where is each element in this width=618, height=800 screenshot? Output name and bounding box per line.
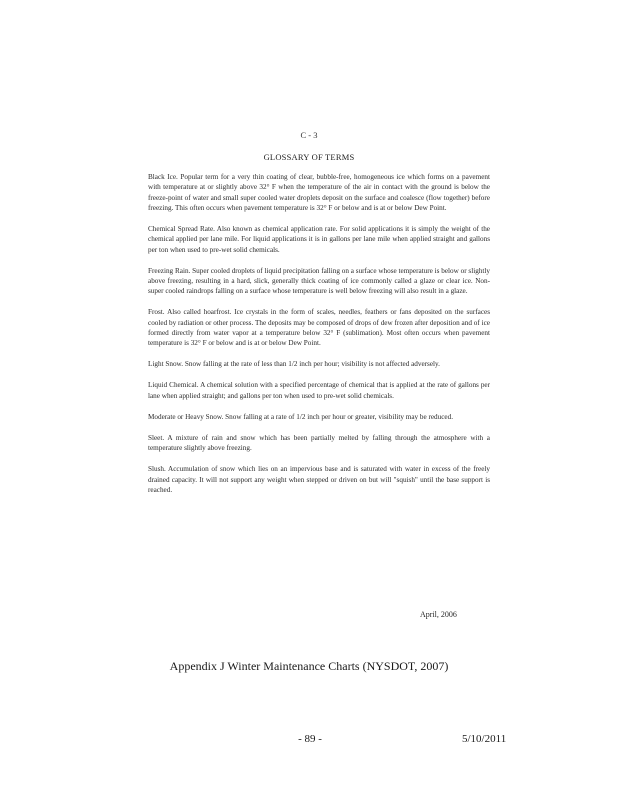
document-date: April, 2006 [420,610,457,619]
footer-date: 5/10/2011 [462,733,507,745]
glossary-entry-moderate-heavy-snow: Moderate or Heavy Snow. Snow falling at a rate of 1/2 inch per hour or greater, visibility may be reduced. [148,412,454,421]
glossary-entry-black-ice: Black Ice. Popular term for a very thin coating of clear, bubble-free, homogeneous ice which forms on a pavement with temperature at or slightly above 32° F when the temperature of the air in contact with the ground is below the freeze-point of water and small super cooled water droplets deposit on the surface and coalesce (flow together) before freezing. This often occurs when pavement temperature is 32° F or below and is at or below Dew Point. [148,173,490,212]
glossary-entry-freezing-rain: Freezing Rain. Super cooled droplets of liquid precipitation falling on a surface whose temperature is below or slightly above freezing, resulting in a hard, slick, generally thick coating of ice commonly called a glaze or clear ice. Non-super cooled raindrops falling on a surface whose temperature is well below freezing will also result in a glaze. [148,266,490,296]
glossary-entry-slush: Slush. Accumulation of snow which lies on an impervious base and is saturated with water in excess of the freely drained capacity. It will not support any weight when stepped or driven on but will "squish" until the base support is reached. [148,465,490,494]
page-label: C - 3 [300,130,318,140]
glossary-entry-chemical-spread-rate: Chemical Spread Rate. Also known as chemical application rate. For solid applications it is simply the weight of the chemical applied per lane mile. For liquid applications it is in gallons per lane mile when applied straight and gallons per ton when used to pre-wet solid chemicals. [148,224,490,254]
appendix-caption: Appendix J Winter Maintenance Charts (NYSDOT, 2007) [169,659,449,673]
glossary-body [148,172,490,506]
glossary-entry-light-snow: Light Snow. Snow falling at the rate of less than 1/2 inch per hour; visibility is not affected adversely. [148,360,440,369]
glossary-title: GLOSSARY OF TERMS [263,152,355,162]
glossary-entry-frost: Frost. Also called hoarfrost. Ice crystals in the form of scales, needles, feathers or fans deposited on the surfaces cooled by radiation or other process. The deposits may be composed of drops of dew frozen after deposition and of ice formed directly from water vapor at a temperature below 32° F (sublimation). Most often occurs when pavement temperature is 32° F or below and is at or below Dew Point. [148,308,490,348]
glossary-entry-sleet: Sleet. A mixture of rain and snow which has been partially melted by falling through the atmosphere with a temperature slightly above freezing. [148,433,490,453]
glossary-entry-liquid-chemical: Liquid Chemical. A chemical solution with a specified percentage of chemical that is applied at the rate of gallons per lane when applied straight; and gallons per ton when used to pre-wet solid chemicals. [148,381,490,400]
page-number: - 89 - [298,733,322,745]
